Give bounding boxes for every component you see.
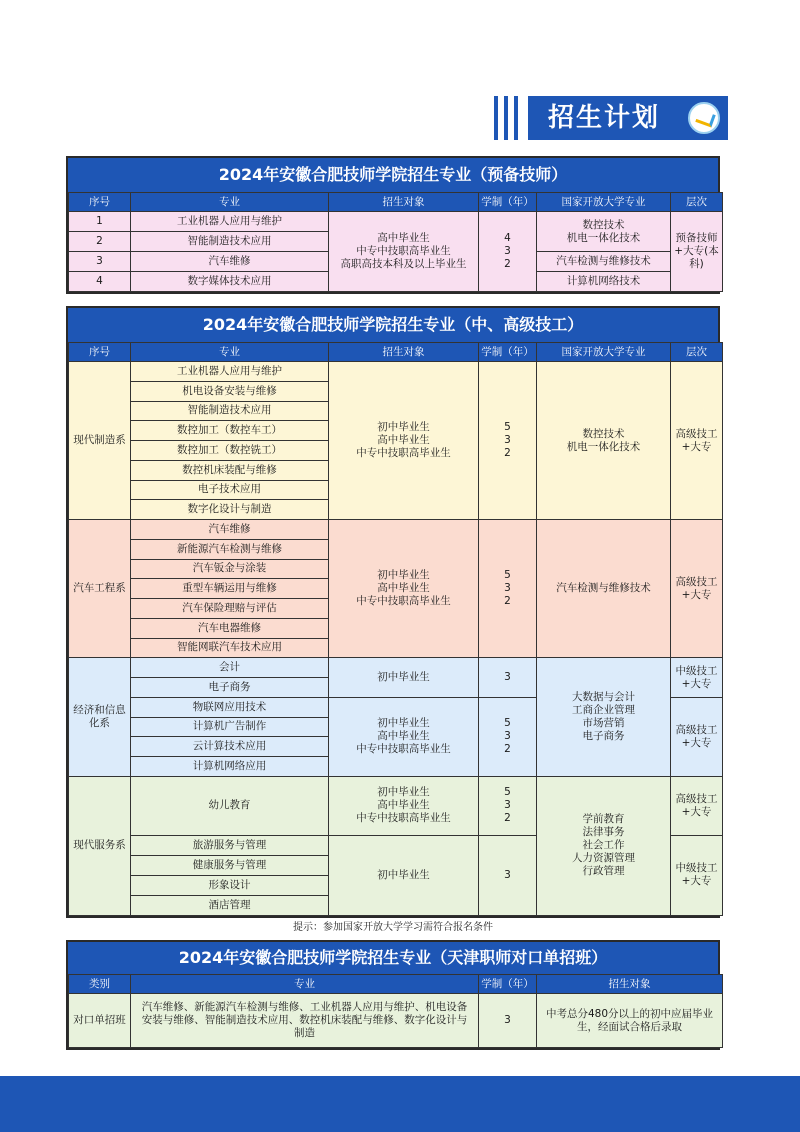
level-line: 高级技工: [675, 723, 718, 736]
years-line: 2: [504, 743, 511, 756]
open-univ-line: 电子商务: [582, 730, 625, 742]
target-cell: [329, 362, 479, 520]
major-cell: 工业机器人应用与维护: [131, 212, 329, 232]
open-univ-line: 社会工作: [582, 839, 625, 852]
school-logo-icon: [688, 102, 720, 134]
target-cell: [329, 520, 479, 658]
major-cell: 汽车电器维修: [131, 618, 329, 638]
years-line: 3: [504, 245, 511, 257]
major-cell: 电子商务: [131, 678, 329, 698]
years-line: 5: [504, 786, 511, 799]
level-line: +大专(本科): [674, 245, 719, 270]
level-line: +大专: [681, 440, 712, 453]
major-cell: 电子技术应用: [131, 480, 329, 500]
table-row: [69, 994, 723, 1048]
major-cell: 汽车钣金与涂装: [131, 559, 329, 579]
years-cell: [479, 776, 537, 835]
col-header: 专业: [131, 343, 329, 362]
years-line: 2: [504, 595, 511, 608]
target-line: 中专中技职高毕业生: [356, 595, 451, 608]
level-line: 预备技师: [675, 232, 718, 244]
section1-table: [68, 192, 723, 292]
section2-table: [68, 342, 723, 916]
col-header: 招生对象: [329, 343, 479, 362]
years-cell: 3: [479, 994, 537, 1048]
level-line: +大专: [681, 805, 712, 818]
target-line: 初中毕业生: [377, 868, 430, 881]
level-line: 中级技工: [675, 664, 718, 677]
major-cell: 汽车维修: [131, 252, 329, 272]
major-cell: 云计算技术应用: [131, 737, 329, 757]
open-univ-cell: [537, 212, 671, 252]
section-preparatory-technician: [66, 156, 720, 294]
row-number: 4: [69, 272, 131, 292]
target-line: 高职高技本科及以上毕业生: [340, 258, 467, 270]
col-header: 国家开放大学专业: [537, 343, 671, 362]
years-line: 3: [504, 868, 511, 881]
open-univ-cell: [537, 362, 671, 520]
col-header: 专业: [131, 975, 479, 994]
target-line: 中专中技职高毕业生: [356, 447, 451, 459]
major-cell: 健康服务与管理: [131, 855, 329, 875]
major-cell: 幼儿教育: [131, 776, 329, 835]
years-line: 3: [504, 671, 511, 683]
major-cell: 工业机器人应用与维护: [131, 362, 329, 382]
major-cell: 智能制造技术应用: [131, 232, 329, 252]
major-cell: 重型车辆运用与维修: [131, 579, 329, 599]
col-header: 学制（年）: [479, 193, 537, 212]
level-cell: [671, 835, 723, 915]
table-row: [69, 520, 723, 540]
major-cell: 智能网联汽车技术应用: [131, 638, 329, 658]
open-univ-line: 机电一体化技术: [566, 440, 641, 453]
col-header: 招生对象: [537, 975, 723, 994]
major-cell: 形象设计: [131, 875, 329, 895]
department-cell: 现代服务系: [69, 776, 131, 915]
target-line: 初中毕业生: [377, 421, 430, 433]
target-line: 中专中技职高毕业生: [356, 812, 451, 825]
open-univ-line: 汽车检测与维修技术: [556, 582, 651, 595]
major-cell: 会计: [131, 658, 329, 678]
major-cell: 旅游服务与管理: [131, 835, 329, 855]
open-univ-line: 工商企业管理: [572, 704, 635, 716]
col-header: 国家开放大学专业: [537, 193, 671, 212]
open-univ-line: 数控技术: [582, 218, 625, 231]
open-univ-cell: [537, 520, 671, 658]
open-univ-line: 市场营销: [582, 717, 625, 729]
open-univ-line: 人力资源管理: [572, 852, 635, 865]
years-cell: [479, 212, 537, 292]
target-cell: [329, 697, 479, 776]
major-cell: 数控加工（数控车工）: [131, 421, 329, 441]
years-line: 2: [504, 258, 511, 270]
department-cell: 汽车工程系: [69, 520, 131, 658]
years-line: 2: [504, 812, 511, 825]
table-row: [69, 362, 723, 382]
years-cell: [479, 697, 537, 776]
open-univ-line: 学前教育: [582, 813, 625, 826]
major-cell: 机电设备安装与维修: [131, 381, 329, 401]
col-header: 学制（年）: [479, 975, 537, 994]
target-line: 高中毕业生: [377, 799, 430, 812]
target-line: 中专中技职高毕业生: [356, 245, 451, 257]
major-cell: 物联网应用技术: [131, 697, 329, 717]
target-line: 初中毕业生: [377, 569, 430, 582]
section2-title: 2024年安徽合肥技师学院招生专业（中、高级技工）: [68, 308, 718, 342]
target-line: 高中毕业生: [377, 582, 430, 595]
major-cell: 酒店管理: [131, 895, 329, 915]
section3-table: [68, 974, 723, 1048]
open-univ-line: 行政管理: [582, 865, 625, 878]
major-cell: 智能制造技术应用: [131, 401, 329, 421]
table-row: [69, 212, 723, 232]
col-header: 类别: [69, 975, 131, 994]
years-cell: [479, 835, 537, 915]
row-number: 2: [69, 232, 131, 252]
open-univ-line: 大数据与会计: [572, 691, 635, 703]
level-line: +大专: [681, 677, 712, 690]
open-univ-line: 法律事务: [582, 826, 625, 839]
level-cell: [671, 658, 723, 698]
level-cell: [671, 520, 723, 658]
target-line: 高中毕业生: [377, 232, 430, 244]
col-header: 层次: [671, 343, 723, 362]
major-cell: 汽车维修: [131, 520, 329, 540]
years-line: 2: [504, 447, 511, 459]
major-cell: 计算机网络应用: [131, 757, 329, 777]
level-cell: [671, 776, 723, 835]
level-line: 高级技工: [675, 792, 718, 805]
years-line: 3: [504, 799, 511, 812]
major-cell: 数字化设计与制造: [131, 500, 329, 520]
target-cell: [329, 835, 479, 915]
open-univ-line: 数控技术: [582, 427, 625, 440]
section3-title: 2024年安徽合肥技师学院招生专业（天津职师对口单招班）: [68, 942, 718, 974]
department-cell: 现代制造系: [69, 362, 131, 520]
level-line: +大专: [681, 736, 712, 749]
major-cell: 汽车保险理赔与评估: [131, 599, 329, 619]
majors-cell: 汽车维修、新能源汽车检测与维修、工业机器人应用与维护、机电设备安装与维修、智能制造技术应用、数控机床装配与维修、数字化设计与制造: [131, 994, 479, 1048]
category-cell: 对口单招班: [69, 994, 131, 1048]
years-line: 3: [504, 582, 511, 595]
col-header: 专业: [131, 193, 329, 212]
major-cell: 数控加工（数控铣工）: [131, 441, 329, 461]
open-univ-cell: [537, 776, 671, 915]
major-cell: 数字媒体技术应用: [131, 272, 329, 292]
page-title: 招生计划: [548, 103, 661, 133]
level-line: 高级技工: [675, 427, 718, 440]
years-cell: [479, 362, 537, 520]
open-univ-cell: 汽车检测与维修技术: [537, 252, 671, 272]
target-line: 高中毕业生: [377, 434, 430, 446]
years-line: 3: [504, 730, 511, 743]
years-line: 5: [504, 421, 511, 433]
target-cell: [329, 212, 479, 292]
table-row: [69, 776, 723, 835]
target-line: 高中毕业生: [377, 730, 430, 743]
footer-bar: [0, 1076, 800, 1132]
years-line: 5: [504, 569, 511, 582]
major-cell: 新能源汽车检测与维修: [131, 539, 329, 559]
header-decoration: [494, 96, 518, 140]
major-cell: 数控机床装配与维修: [131, 460, 329, 480]
open-univ-cell: 计算机网络技术: [537, 272, 671, 292]
major-cell: 计算机广告制作: [131, 717, 329, 737]
section1-title: 2024年安徽合肥技师学院招生专业（预备技师）: [68, 158, 718, 192]
level-cell: [671, 212, 723, 292]
level-line: +大专: [681, 875, 712, 888]
open-univ-line: 机电一体化技术: [566, 231, 641, 244]
level-cell: [671, 362, 723, 520]
col-header: 层次: [671, 193, 723, 212]
enrollment-hint: 提示：参加国家开放大学学习需符合报名条件: [293, 922, 493, 933]
col-header: 学制（年）: [479, 343, 537, 362]
target-line: 初中毕业生: [377, 717, 430, 730]
years-line: 5: [504, 717, 511, 730]
level-cell: [671, 697, 723, 776]
row-number: 3: [69, 252, 131, 272]
target-line: 初中毕业生: [377, 786, 430, 799]
section-tianjin-class: [66, 940, 720, 1050]
years-cell: [479, 520, 537, 658]
col-header: 序号: [69, 343, 131, 362]
department-cell: 经济和信息化系: [69, 658, 131, 777]
table-row: [69, 658, 723, 678]
years-line: 3: [504, 434, 511, 446]
target-cell: [329, 658, 479, 698]
target-cell: [329, 776, 479, 835]
years-line: 4: [504, 232, 511, 244]
section-intermediate-senior: [66, 306, 720, 918]
row-number: 1: [69, 212, 131, 232]
col-header: 招生对象: [329, 193, 479, 212]
target-cell: 中考总分480分以上的初中应届毕业生，经面试合格后录取: [537, 994, 723, 1048]
years-cell: [479, 658, 537, 698]
level-line: 高级技工: [675, 575, 718, 588]
col-header: 序号: [69, 193, 131, 212]
level-line: 中级技工: [675, 862, 718, 875]
level-line: +大专: [681, 588, 712, 601]
target-line: 初中毕业生: [377, 671, 430, 683]
open-univ-cell: [537, 658, 671, 777]
target-line: 中专中技职高毕业生: [356, 743, 451, 756]
